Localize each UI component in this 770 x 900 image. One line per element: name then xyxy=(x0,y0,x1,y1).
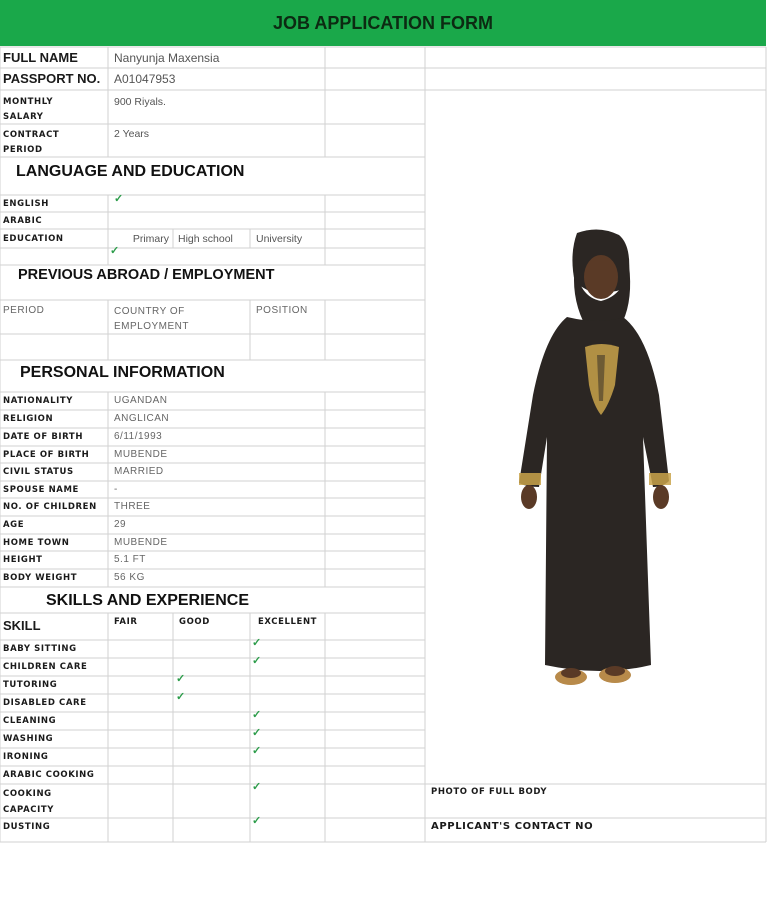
face xyxy=(584,255,618,299)
period-label: PERIOD xyxy=(3,305,45,316)
skill-disabled-care-check: ✓ xyxy=(176,691,186,703)
cuff-right xyxy=(649,473,671,485)
skill-level-excellent: EXCELLENT xyxy=(258,617,318,627)
form-title: JOB APPLICATION FORM xyxy=(0,0,766,46)
passport-label: PASSPORT NO. xyxy=(3,71,101,86)
personal-civil-status-label: CIVIL STATUS xyxy=(3,467,74,477)
skill-level-fair: FAIR xyxy=(114,617,138,627)
skill-children-care-check: ✓ xyxy=(252,655,262,667)
cuff-left xyxy=(519,473,541,485)
skill-dusting-label: DUSTING xyxy=(3,822,51,832)
personal-date-of-birth-label: DATE OF BIRTH xyxy=(3,432,84,442)
skill-cleaning-check: ✓ xyxy=(252,709,262,721)
personal-home-town-value: MUBENDE xyxy=(114,537,168,548)
personal-body-weight-label: BODY WEIGHT xyxy=(3,573,78,583)
personal-spouse-name-value: - xyxy=(114,484,118,495)
personal-religion-label: RELIGION xyxy=(3,414,54,424)
english-label: ENGLISH xyxy=(3,199,49,209)
personal-home-town-label: HOME TOWN xyxy=(3,538,70,548)
personal-nationality-label: NATIONALITY xyxy=(3,396,74,406)
hand-left xyxy=(521,485,537,509)
language-education-heading: LANGUAGE AND EDUCATION xyxy=(16,163,245,180)
skill-ironing-label: IRONING xyxy=(3,752,49,762)
skill-children-care-label: CHILDREN CARE xyxy=(3,662,88,672)
applicant-full-body-photo xyxy=(505,225,675,695)
skill-washing-check: ✓ xyxy=(252,727,262,739)
education-label: EDUCATION xyxy=(3,234,64,244)
personal-civil-status-value: MARRIED xyxy=(114,466,164,477)
personal-date-of-birth-value: 6/11/1993 xyxy=(114,431,163,442)
skill-washing-label: WASHING xyxy=(3,734,54,744)
personal-no-of-children-value: THREE xyxy=(114,501,151,512)
education-university: University xyxy=(256,233,303,245)
personal-height-label: HEIGHT xyxy=(3,555,43,565)
personal-no-of-children-label: NO. OF CHILDREN xyxy=(3,502,97,512)
skill-level-good: GOOD xyxy=(179,617,210,627)
skill-baby-sitting-label: BABY SITTING xyxy=(3,644,77,654)
personal-spouse-name-label: SPOUSE NAME xyxy=(3,485,79,495)
skill-dusting-check: ✓ xyxy=(252,815,262,827)
personal-religion-value: ANGLICAN xyxy=(114,413,170,424)
skill-cooking-capacity-label: COOKING CAPACITY xyxy=(3,789,54,815)
personal-information-heading: PERSONAL INFORMATION xyxy=(20,364,225,381)
monthly-salary-value: 900 Riyals. xyxy=(114,96,166,108)
photo-caption: PHOTO OF FULL BODY xyxy=(431,787,548,797)
passport-value: A01047953 xyxy=(114,72,176,86)
skill-cleaning-label: CLEANING xyxy=(3,716,57,726)
education-primary: Primary xyxy=(132,233,169,245)
contract-period-label: CONTRACT PERIOD xyxy=(3,130,60,155)
personal-age-label: AGE xyxy=(3,520,25,530)
personal-body-weight-value: 56 KG xyxy=(114,572,145,583)
education-high-school: High school xyxy=(178,233,233,245)
skill-tutoring-label: TUTORING xyxy=(3,680,58,690)
skill-column-label: SKILL xyxy=(3,618,41,633)
skill-ironing-check: ✓ xyxy=(252,745,262,757)
hand-right xyxy=(653,485,669,509)
skill-tutoring-check: ✓ xyxy=(176,673,186,685)
full-name-label: FULL NAME xyxy=(3,50,78,65)
skill-arabic-cooking-label: ARABIC COOKING xyxy=(3,770,95,780)
personal-place-of-birth-value: MUBENDE xyxy=(114,449,168,460)
arabic-label: ARABIC xyxy=(3,216,43,226)
country-of-employment-label: COUNTRY OF EMPLOYMENT xyxy=(114,306,190,332)
position-label: POSITION xyxy=(256,305,308,316)
skill-cooking-capacity-check: ✓ xyxy=(252,781,262,793)
personal-height-value: 5.1 FT xyxy=(114,554,146,565)
contract-period-value: 2 Years xyxy=(114,128,150,140)
previous-abroad-heading: PREVIOUS ABROAD / EMPLOYMENT xyxy=(18,267,275,283)
personal-nationality-value: UGANDAN xyxy=(114,395,168,406)
education-primary-check: ✓ xyxy=(110,245,120,257)
english-check: ✓ xyxy=(114,193,124,205)
personal-age-value: 29 xyxy=(114,519,127,530)
skill-disabled-care-label: DISABLED CARE xyxy=(3,698,87,708)
personal-place-of-birth-label: PLACE OF BIRTH xyxy=(3,450,90,460)
applicant-contact-label: APPLICANT'S CONTACT NO xyxy=(431,821,594,832)
skill-baby-sitting-check: ✓ xyxy=(252,637,262,649)
monthly-salary-label: MONTHLY SALARY xyxy=(3,97,54,122)
full-name-value: Nanyunja Maxensia xyxy=(114,51,220,65)
skills-experience-heading: SKILLS AND EXPERIENCE xyxy=(46,592,249,609)
